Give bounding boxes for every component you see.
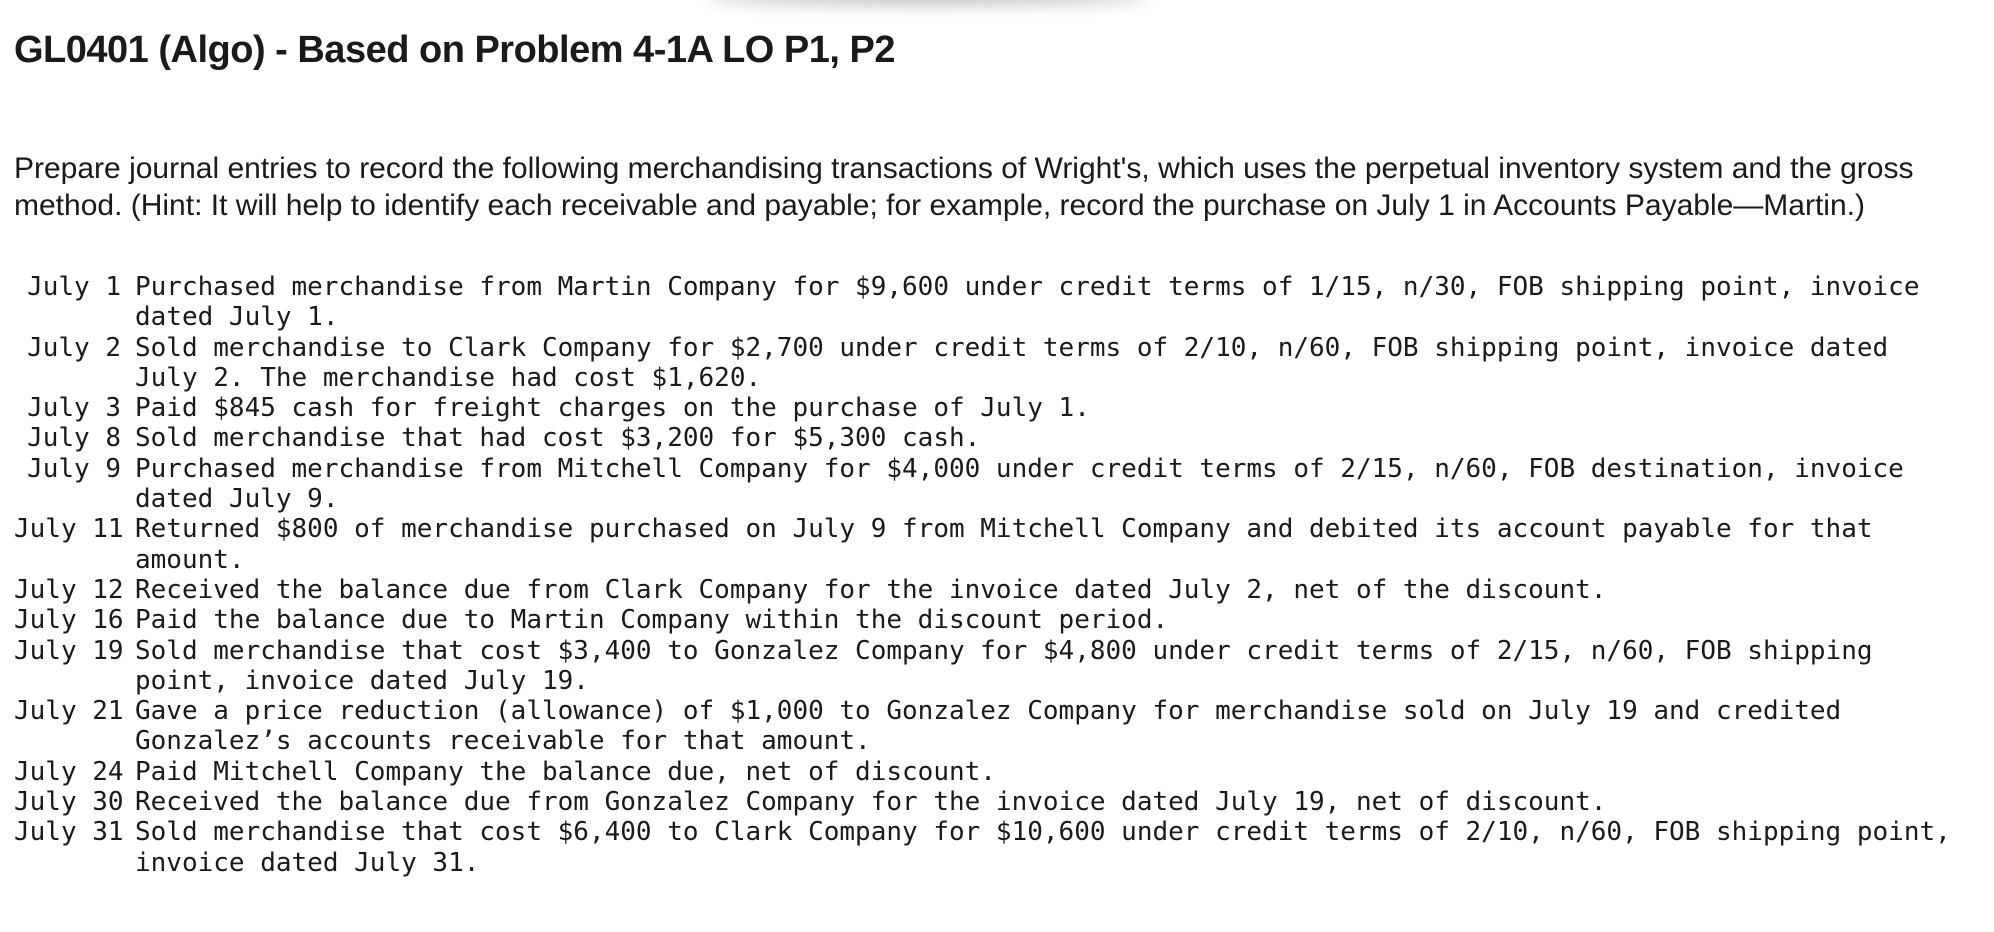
transaction-row bbox=[14, 817, 1974, 878]
transaction-row bbox=[14, 605, 1974, 635]
transaction-date: July 24 bbox=[14, 756, 124, 787]
transaction-date: July 21 bbox=[14, 696, 124, 727]
transaction-list bbox=[14, 272, 1974, 878]
transaction-description: Received the balance due from Clark Company for the invoice dated July 2, net of the discount. bbox=[135, 574, 1607, 605]
transaction-date: July 9 bbox=[27, 453, 121, 484]
transaction-date: July 16 bbox=[14, 605, 124, 636]
transaction-description: Paid Mitchell Company the balance due, net of discount. bbox=[135, 756, 996, 787]
transaction-row bbox=[14, 696, 1974, 757]
transaction-description: Sold merchandise to Clark Company for $2,700 under credit terms of 2/10, n/60, FOB shipping point, invoice dated July 2. The merchandise had cost $1,620. bbox=[135, 332, 1889, 393]
transaction-description: Purchased merchandise from Mitchell Company for $4,000 under credit terms of 2/15, n/60, FOB destination, invoice dated July 9. bbox=[135, 453, 1904, 515]
transaction-row bbox=[14, 575, 1974, 605]
transaction-description: Sold merchandise that had cost $3,200 for $5,300 cash. bbox=[135, 423, 981, 454]
transaction-date: July 8 bbox=[27, 423, 121, 454]
transaction-row bbox=[14, 787, 1974, 817]
transaction-description: Gave a price reduction (allowance) of $1,000 to Gonzalez Company for merchandise sold on July 19 and credited Gonzalez’s accounts receivable for that amount. bbox=[135, 696, 1842, 757]
transaction-row bbox=[14, 272, 1974, 333]
transaction-description: Paid the balance due to Martin Company within the discount period. bbox=[135, 605, 1169, 636]
instructions-paragraph: Prepare journal entries to record the following merchandising transactions of Wright's, which uses the perpetual inventory system and the gross method. (Hint: It will help to identify each receivable and payable; for example, record the purchase on July 1 in Accounts Payable—Martin.) bbox=[14, 152, 1914, 222]
transaction-row bbox=[14, 636, 1974, 697]
transaction-date: July 12 bbox=[14, 574, 124, 605]
problem-page bbox=[14, 22, 1974, 878]
transaction-date: July 2 bbox=[27, 332, 121, 363]
transaction-description: Purchased merchandise from Martin Company for $9,600 under credit terms of 1/15, n/30, FOB shipping point, invoice dated July 1. bbox=[135, 272, 1920, 333]
transaction-date: July 11 bbox=[14, 514, 124, 545]
transaction-description: Sold merchandise that cost $6,400 to Clark Company for $10,600 under credit terms of 2/10, n/60, FOB shipping point, invoice dated July 31. bbox=[135, 817, 1951, 878]
transaction-description: Returned $800 of merchandise purchased on July 9 from Mitchell Company and debited its account payable for that amount. bbox=[135, 514, 1873, 575]
page-title: GL0401 (Algo) - Based on Problem 4-1A LO P1, P2 bbox=[14, 29, 895, 71]
transaction-row bbox=[14, 423, 1974, 453]
transaction-date: July 30 bbox=[14, 787, 124, 818]
transaction-date: July 31 bbox=[14, 817, 124, 848]
transaction-row bbox=[14, 454, 1974, 515]
transaction-row bbox=[14, 757, 1974, 787]
transaction-date: July 1 bbox=[27, 272, 121, 302]
transaction-row bbox=[14, 393, 1974, 423]
transaction-description: Paid $845 cash for freight charges on the purchase of July 1. bbox=[135, 393, 1090, 424]
transaction-row bbox=[14, 333, 1974, 394]
transaction-description: Sold merchandise that cost $3,400 to Gonzalez Company for $4,800 under credit terms of 2/15, n/60, FOB shipping point, invoice dated July 19. bbox=[135, 635, 1873, 696]
transaction-date: July 3 bbox=[27, 393, 121, 424]
transaction-row bbox=[14, 514, 1974, 575]
transaction-description: Received the balance due from Gonzalez Company for the invoice dated July 19, net of discount. bbox=[135, 787, 1607, 818]
transaction-date: July 19 bbox=[14, 635, 124, 666]
